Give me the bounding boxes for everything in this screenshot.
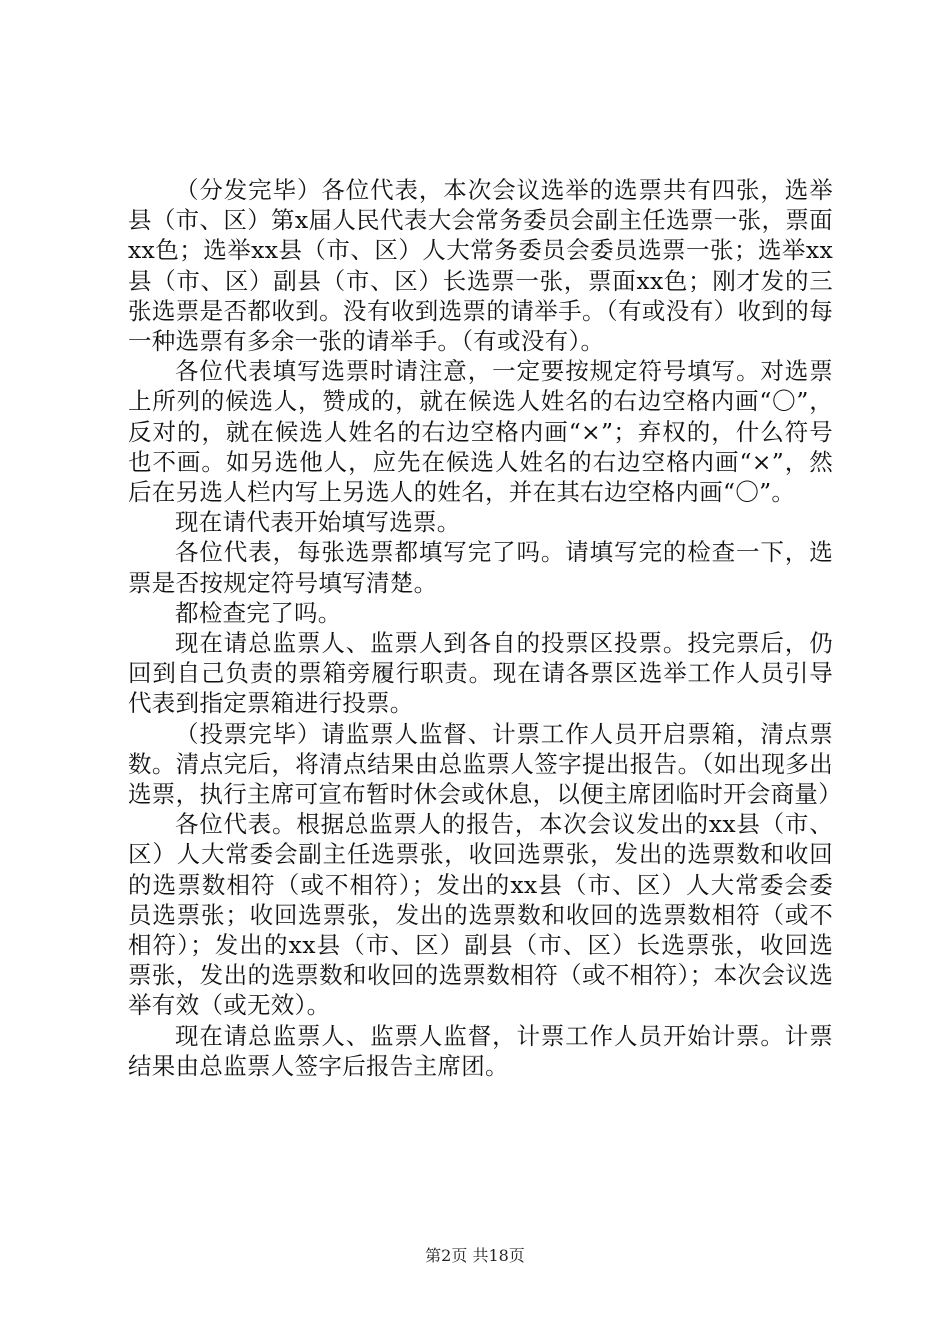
paragraph-voting: 现在请总监票人、监票人到各自的投票区投票。投完票后，仍回到自己负责的票箱旁履行职责。现在请各票区选举工作人员引导代表到指定票箱进行投票。	[128, 629, 833, 718]
paragraph-count-report: 各位代表。根据总监票人的报告，本次会议发出的xx县（市、区）人大常委会副主任选票张，收回选票张，发出的选票数和收回的选票数相符（或不相符）；发出的xx县（市、区）人大常委会委员选票张；收回选票张，发出的选票数和收回的选票数相符（或不相符）；发出的xx县（市、区）副县（市、区）长选票张，收回选票张，发出的选票数和收回的选票数相符（或不相符）；本次会议选举有效（或无效）。	[128, 810, 833, 1020]
paragraph-checked-question: 都检查完了吗。	[175, 598, 342, 627]
paragraph-ballot-distribution: （分发完毕）各位代表，本次会议选举的选票共有四张，选举县（市、区）第x届人民代表大会常务委员会副主任选票一张，票面xx色；选举xx县（市、区）人大常务委员会委员选票一张；选举xx县（市、区）副县（市、区）长选票一张，票面xx色；刚才发的三张选票是否都收到。没有收到选票的请举手。（有或没有）收到的每一种选票有多余一张的请举手。（有或没有）。	[128, 176, 833, 356]
paragraph-start-filling: 现在请代表开始填写选票。	[175, 508, 461, 537]
paragraph-check-ballots: 各位代表，每张选票都填写完了吗。请填写完的检查一下，选票是否按规定符号填写清楚。	[128, 538, 833, 597]
document-body	[128, 175, 842, 1081]
paragraph-filling-instructions: 各位代表填写选票时请注意，一定要按规定符号填写。对选票上所列的候选人，赞成的，就在候选人姓名的右边空格内画“〇”，反对的，就在候选人姓名的右边空格内画“×”；弃权的，什么符号也不画。如另选他人，应先在候选人姓名的右边空格内画“×”，然后在另选人栏内写上另选人的姓名，并在其右边空格内画“〇”。	[128, 357, 833, 507]
page-number-footer: 第2页 共18页	[425, 1246, 525, 1265]
paragraph-open-ballot-box: （投票完毕）请监票人监督、计票工作人员开启票箱，清点票数。清点完后，将清点结果由总监票人签字提出报告。（如出现多出选票，执行主席可宣布暂时休会或休息，以便主席团临时开会商量）	[128, 719, 842, 809]
paragraph-start-counting: 现在请总监票人、监票人监督，计票工作人员开始计票。计票结果由总监票人签字后报告主席团。	[128, 1021, 833, 1080]
